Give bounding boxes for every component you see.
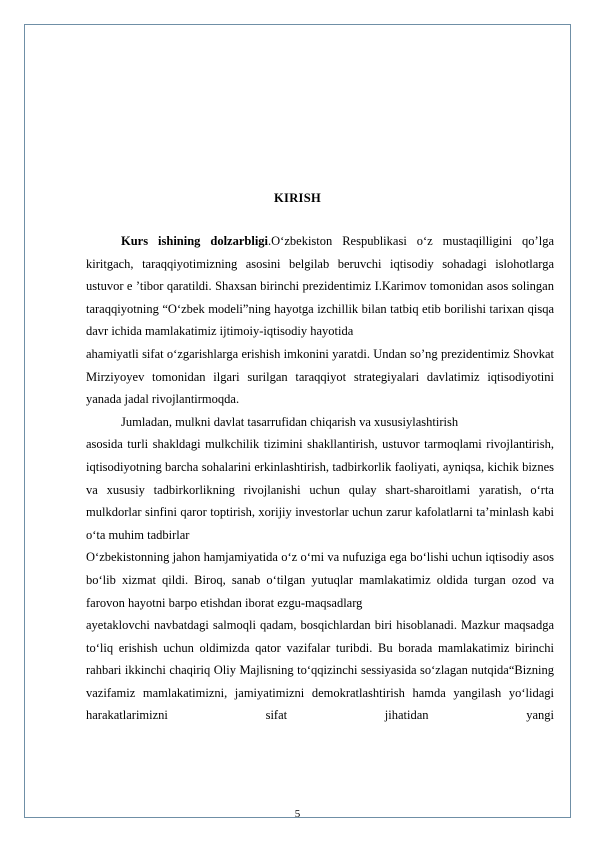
page-number: 5 bbox=[294, 808, 301, 820]
paragraph-2: ahamiyatli sifat o‘zgarishlarga erishish imkonini yaratdi. Undan so’ng prezidentimiz Shovkat Mirziyoyev tomonidan ilgari surilgan taraqqiyot strategiyalari davlatimiz iqtisodiyotini yanada jadal rivojlantirmoqda. bbox=[86, 346, 554, 407]
paragraph-6: ayetaklovchi navbatdagi salmoqli qadam, bosqichlardan biri hisoblanadi. Mazkur maqsadga to‘liq erishish uchun oldimizda qator vazifalar turibdi. Bu borada mamlakatimiz birinchi rahbari ikkinchi chaqiriq Oliy Majlisning to‘qqizinchi sessiyasida so‘zlagan nutqida“Bizning vazifamiz mamlakatimizni, jamiyatimizni demokratlashtirish hamda yangilash yo‘lidagi harakatlarimizni sifat jihatidan yangi bbox=[86, 618, 554, 723]
document-body bbox=[86, 230, 554, 727]
paragraph-1 bbox=[86, 230, 554, 343]
paragraph-text: .O‘zbekiston Respublikasi o‘z mustaqilligini qo’lga kiritgach, taraqqiyotimizning asosini belgilab beruvchi iqtisodiy sohadagi islohotlarga ustuvor e ’tibor qaratildi. Shaxsan birinchi prezidentimiz I.Karimov tomonidan asos solingan taraqqiyotning “O‘zbek modeli”ning hayotga izchillik bilan tatbiq etib borilishi tarixan qisqa davr ichida mamlakatimiz ijtimoiy-iqtisodiy hayotida bbox=[86, 234, 554, 339]
paragraph-3: Jumladan, mulkni davlat tasarrufidan chiqarish va xususiylashtirish bbox=[121, 414, 459, 429]
paragraph-5: O‘zbekistonning jahon hamjamiyatida o‘z o‘mi va nufuziga ega bo‘lishi uchun iqtisodiy asos bo‘lib xizmat qildi. Biroq, sanab o‘tilgan yutuqlar mamlakatimiz oldida turgan ozod va farovon hayotni barpo etishdan iborat ezgu-maqsadlarg bbox=[86, 550, 554, 610]
paragraph-lead: Kurs ishining dolzarbligi bbox=[121, 234, 269, 248]
paragraph-4: asosida turli shakldagi mulkchilik tizimini shakllantirish, ustuvor tarmoqlami rivojlantirish, iqtisodiyotning barcha sohalarini erkinlashtirish, tadbirkorlik faoliyati, ayniqsa, kichik biznes va xususiy tadbirkorlikning rivojlanishi uchun qulay shart-sharoitlami yaratish, o‘rta mulkdorlar sinfini qaror toptirish, xorijiy investorlar uchun zarur kafolatlarni ta’minlash kabi o‘ta muhim tadbirlar bbox=[86, 437, 554, 542]
document-title: KIRISH bbox=[274, 191, 321, 205]
